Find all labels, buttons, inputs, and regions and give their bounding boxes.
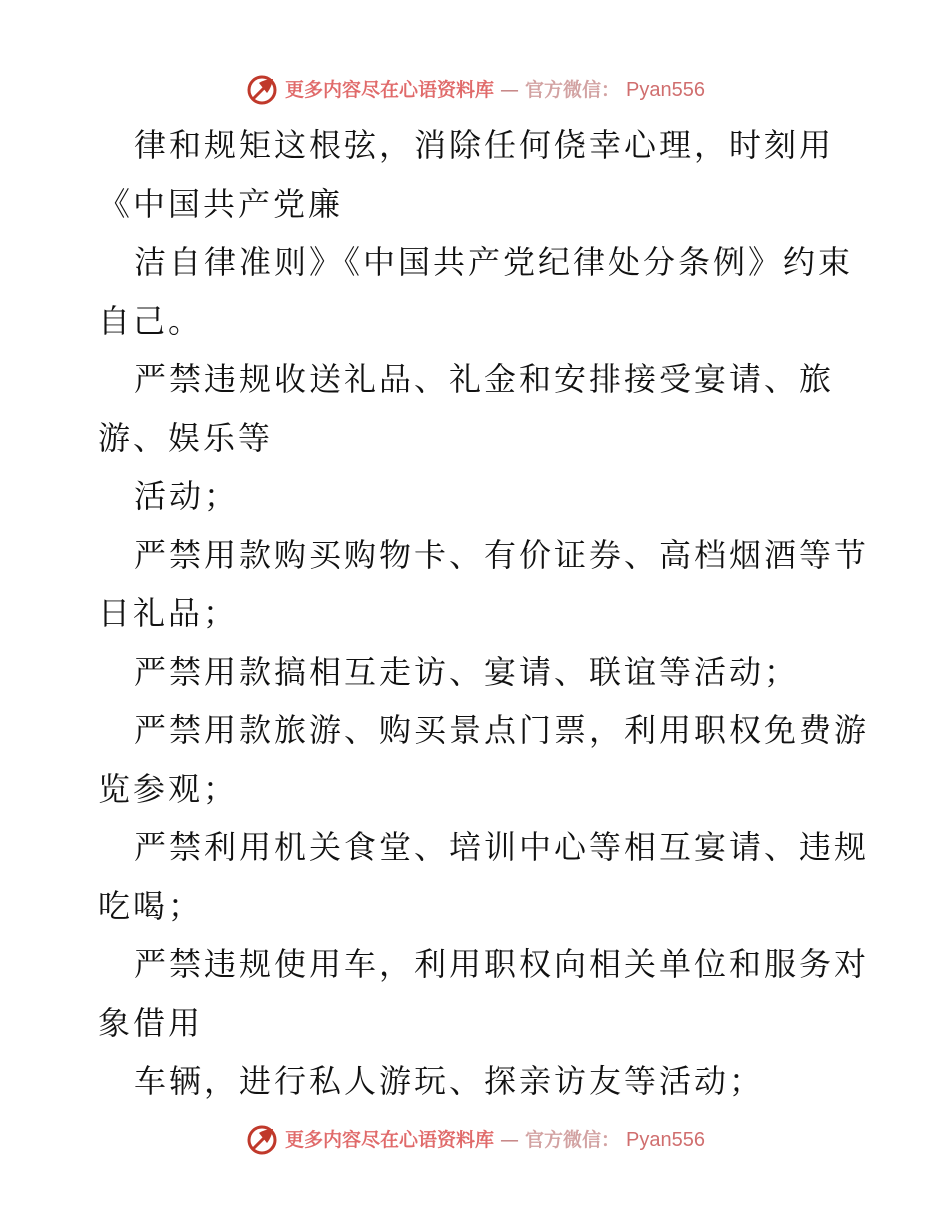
watermark-official-label: 官方微信： <box>525 1128 621 1151</box>
text-line: 《中国共产党廉 <box>98 184 344 223</box>
text-line: 日礼品； <box>98 594 239 632</box>
text-line: 严禁违规使用车，利用职权向相关单位和服务对 <box>134 945 870 983</box>
footer-watermark <box>0 1120 950 1160</box>
text-line: 象借用 <box>98 1003 204 1042</box>
document-body <box>98 116 870 1111</box>
watermark-dash: — <box>500 1128 520 1151</box>
text-line: 严禁用款旅游、购买景点门票，利用职权免费游 <box>134 711 870 749</box>
watermark-dash: — <box>500 78 520 101</box>
watermark-official-label: 官方微信： <box>525 78 621 101</box>
text-line: 严禁违规收送礼品、礼金和安排接受宴请、旅 <box>134 360 835 398</box>
text-line: 车辆，进行私人游玩、探亲访友等活动； <box>134 1062 765 1100</box>
text-line: 律和规矩这根弦，消除任何侥幸心理，时刻用 <box>134 126 835 164</box>
watermark-brand: 更多内容尽在心语资料库 <box>285 78 495 101</box>
text-line: 严禁利用机关食堂、培训中心等相互宴请、违规 <box>134 828 870 866</box>
text-line: 严禁用款购买购物卡、有价证券、高档烟酒等节 <box>134 535 870 574</box>
quill-logo-icon <box>245 1123 279 1157</box>
quill-logo-icon <box>245 73 279 107</box>
watermark-brand: 更多内容尽在心语资料库 <box>285 1128 495 1151</box>
text-line: 览参观； <box>98 769 239 808</box>
watermark-wechat-id: Pyan556 <box>626 1129 705 1151</box>
header-watermark <box>0 70 950 110</box>
text-line: 洁自律准则》《中国共产党纪律处分条例》约束 <box>134 243 854 281</box>
text-line: 自己。 <box>98 301 204 340</box>
text-line: 吃喝； <box>98 886 204 925</box>
text-line: 活动； <box>134 477 240 515</box>
text-line: 严禁用款搞相互走访、宴请、联谊等活动； <box>134 652 800 691</box>
text-line: 游、娱乐等 <box>98 418 274 457</box>
watermark-wechat-id: Pyan556 <box>626 79 705 101</box>
